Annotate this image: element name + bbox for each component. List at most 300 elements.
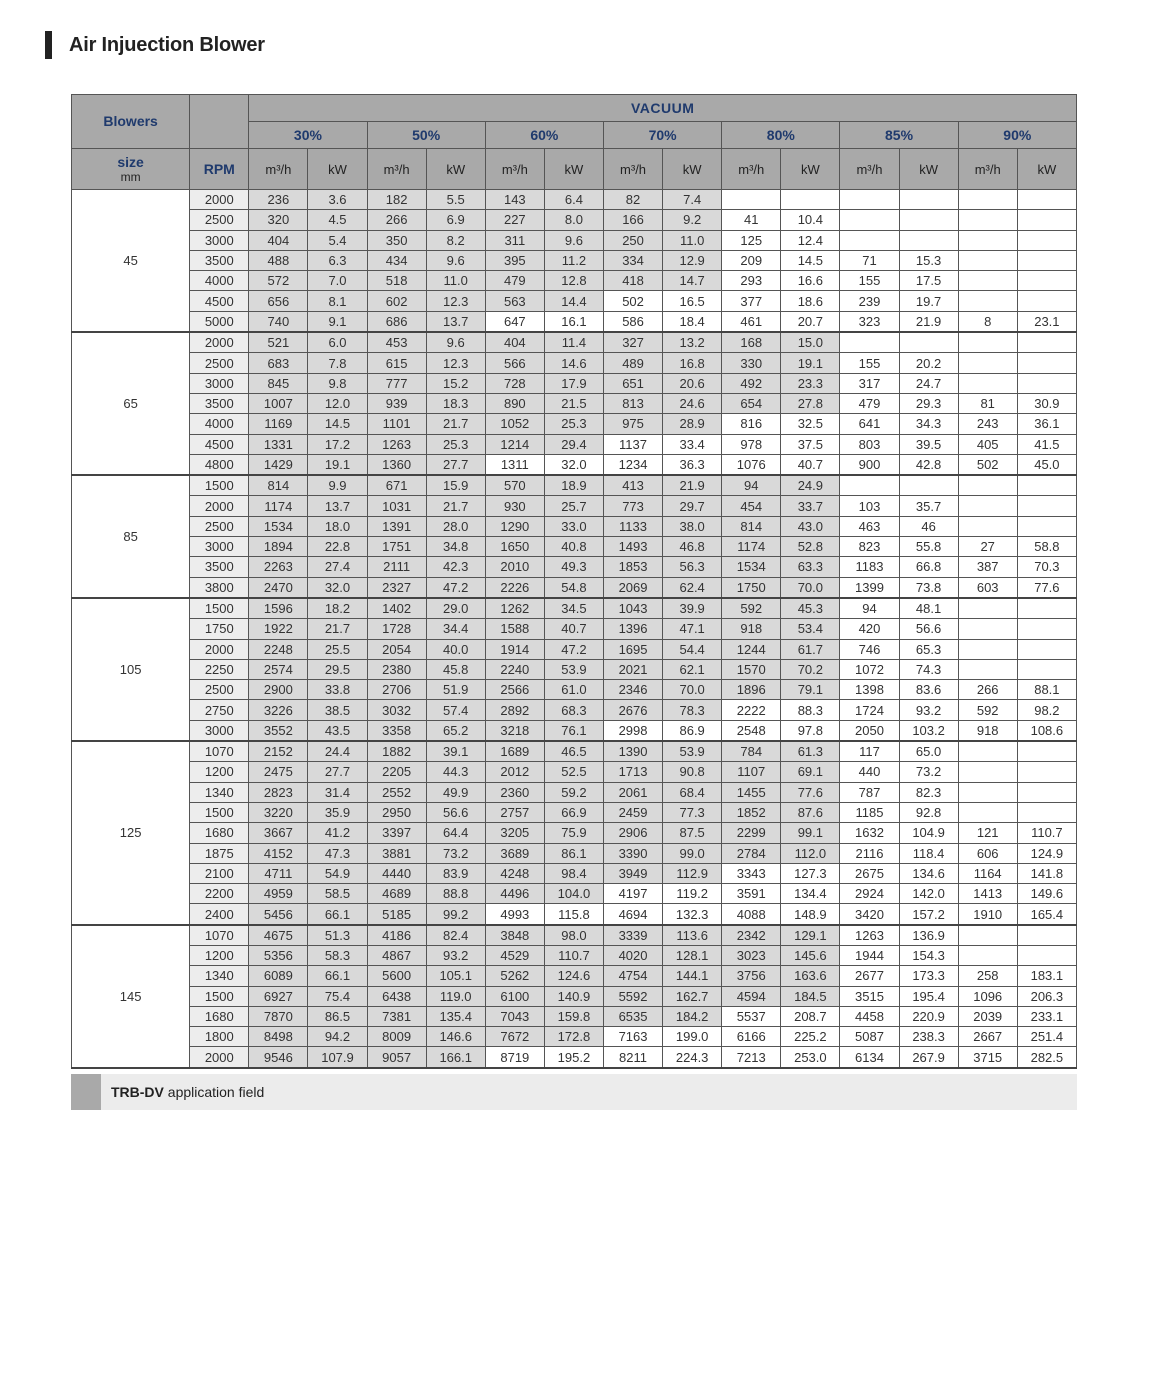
flow-cell: 488 <box>249 250 308 270</box>
flow-cell: 413 <box>603 475 662 496</box>
power-cell: 12.4 <box>781 230 840 250</box>
power-cell: 98.2 <box>1017 700 1076 720</box>
power-cell: 113.6 <box>663 925 722 946</box>
flow-cell: 2459 <box>603 802 662 822</box>
flow-cell: 586 <box>603 311 662 332</box>
power-cell: 38.0 <box>663 516 722 536</box>
flow-cell <box>958 945 1017 965</box>
power-cell: 66.1 <box>308 904 367 925</box>
power-cell: 36.1 <box>1017 414 1076 434</box>
power-cell: 34.5 <box>544 598 603 619</box>
power-cell: 199.0 <box>663 1027 722 1047</box>
power-cell: 42.3 <box>426 557 485 577</box>
power-cell: 18.4 <box>663 311 722 332</box>
power-cell: 144.1 <box>663 966 722 986</box>
flow-cell: 2675 <box>840 863 899 883</box>
flow-cell: 1914 <box>485 639 544 659</box>
power-cell: 86.1 <box>544 843 603 863</box>
performance-table-wrapper <box>71 94 1077 1069</box>
flow-cell: 1570 <box>722 659 781 679</box>
flow-cell: 387 <box>958 557 1017 577</box>
rpm-cell: 3500 <box>190 393 249 413</box>
power-cell: 21.7 <box>426 496 485 516</box>
power-cell <box>1017 802 1076 822</box>
power-cell: 39.9 <box>663 598 722 619</box>
flow-cell: 3552 <box>249 720 308 741</box>
table-row <box>72 271 1077 291</box>
flow-cell: 209 <box>722 250 781 270</box>
flow-cell: 4694 <box>603 904 662 925</box>
power-cell: 183.1 <box>1017 966 1076 986</box>
power-cell: 86.5 <box>308 1006 367 1026</box>
flow-cell: 3667 <box>249 823 308 843</box>
flow-cell: 4867 <box>367 945 426 965</box>
power-cell: 18.6 <box>781 291 840 311</box>
flow-cell: 1894 <box>249 537 308 557</box>
flow-cell: 479 <box>485 271 544 291</box>
flow-cell: 2039 <box>958 1006 1017 1026</box>
flow-cell: 6100 <box>485 986 544 1006</box>
power-cell <box>1017 271 1076 291</box>
flow-cell: 2380 <box>367 659 426 679</box>
flow-cell: 227 <box>485 210 544 230</box>
header-flow-unit: m³/h <box>485 149 544 190</box>
flow-cell: 41 <box>722 210 781 230</box>
power-cell: 27.7 <box>308 762 367 782</box>
rpm-cell: 2100 <box>190 863 249 883</box>
blower-size-cell: 65 <box>72 332 190 475</box>
power-cell: 16.6 <box>781 271 840 291</box>
power-cell: 124.6 <box>544 966 603 986</box>
flow-cell: 2012 <box>485 762 544 782</box>
flow-cell: 2342 <box>722 925 781 946</box>
power-cell: 24.9 <box>781 475 840 496</box>
header-power-unit: kW <box>663 149 722 190</box>
power-cell: 59.2 <box>544 782 603 802</box>
flow-cell: 1234 <box>603 454 662 475</box>
power-cell: 118.4 <box>899 843 958 863</box>
power-cell: 14.5 <box>781 250 840 270</box>
legend-text: application field <box>163 1084 265 1100</box>
flow-cell: 2475 <box>249 762 308 782</box>
flow-cell: 395 <box>485 250 544 270</box>
flow-cell: 1174 <box>722 537 781 557</box>
flow-cell: 7870 <box>249 1006 308 1026</box>
power-cell: 3.6 <box>308 190 367 210</box>
flow-cell: 2248 <box>249 639 308 659</box>
power-cell: 34.8 <box>426 537 485 557</box>
flow-cell <box>722 190 781 210</box>
power-cell: 6.4 <box>544 190 603 210</box>
power-cell: 94.2 <box>308 1027 367 1047</box>
power-cell: 98.0 <box>544 925 603 946</box>
power-cell: 29.4 <box>544 434 603 454</box>
flow-cell: 7381 <box>367 1006 426 1026</box>
flow-cell: 890 <box>485 393 544 413</box>
power-cell: 69.1 <box>781 762 840 782</box>
flow-cell: 5600 <box>367 966 426 986</box>
table-row <box>72 393 1077 413</box>
flow-cell: 4675 <box>249 925 308 946</box>
power-cell: 16.8 <box>663 353 722 373</box>
flow-cell: 7213 <box>722 1047 781 1068</box>
flow-cell <box>958 659 1017 679</box>
rpm-cell: 3500 <box>190 250 249 270</box>
power-cell: 23.3 <box>781 373 840 393</box>
power-cell: 12.9 <box>663 250 722 270</box>
flow-cell: 3756 <box>722 966 781 986</box>
power-cell: 32.5 <box>781 414 840 434</box>
header-level: 90% <box>958 122 1076 149</box>
power-cell: 48.1 <box>899 598 958 619</box>
power-cell <box>1017 741 1076 762</box>
flow-cell: 5185 <box>367 904 426 925</box>
table-row <box>72 332 1077 353</box>
power-cell <box>899 190 958 210</box>
power-cell: 83.9 <box>426 863 485 883</box>
flow-cell: 3881 <box>367 843 426 863</box>
header-power-unit: kW <box>899 149 958 190</box>
power-cell: 104.0 <box>544 884 603 904</box>
flow-cell: 3848 <box>485 925 544 946</box>
power-cell: 61.3 <box>781 741 840 762</box>
flow-cell: 2061 <box>603 782 662 802</box>
flow-cell: 1076 <box>722 454 781 475</box>
power-cell: 24.6 <box>663 393 722 413</box>
table-row <box>72 925 1077 946</box>
rpm-cell: 1500 <box>190 598 249 619</box>
rpm-cell: 1070 <box>190 925 249 946</box>
flow-cell: 4186 <box>367 925 426 946</box>
power-cell: 68.3 <box>544 700 603 720</box>
flow-cell: 1399 <box>840 577 899 598</box>
power-cell: 34.3 <box>899 414 958 434</box>
flow-cell: 615 <box>367 353 426 373</box>
page-title-block <box>45 31 265 59</box>
table-row <box>72 700 1077 720</box>
power-cell: 11.2 <box>544 250 603 270</box>
power-cell: 206.3 <box>1017 986 1076 1006</box>
rpm-cell: 2400 <box>190 904 249 925</box>
flow-cell: 2050 <box>840 720 899 741</box>
power-cell: 9.6 <box>426 332 485 353</box>
power-cell: 41.2 <box>308 823 367 843</box>
flow-cell: 814 <box>722 516 781 536</box>
flow-cell: 502 <box>958 454 1017 475</box>
power-cell <box>1017 373 1076 393</box>
flow-cell: 1263 <box>367 434 426 454</box>
flow-cell: 1183 <box>840 557 899 577</box>
power-cell: 132.3 <box>663 904 722 925</box>
rpm-cell: 1680 <box>190 823 249 843</box>
power-cell: 88.1 <box>1017 680 1076 700</box>
flow-cell: 1632 <box>840 823 899 843</box>
rpm-cell: 2500 <box>190 680 249 700</box>
power-cell: 13.7 <box>308 496 367 516</box>
power-cell: 56.6 <box>426 802 485 822</box>
header-level: 50% <box>367 122 485 149</box>
flow-cell: 2360 <box>485 782 544 802</box>
flow-cell: 1695 <box>603 639 662 659</box>
table-row <box>72 1006 1077 1026</box>
flow-cell: 683 <box>249 353 308 373</box>
power-cell: 115.8 <box>544 904 603 925</box>
flow-cell: 975 <box>603 414 662 434</box>
table-row <box>72 250 1077 270</box>
power-cell: 148.9 <box>781 904 840 925</box>
power-cell: 56.6 <box>899 619 958 639</box>
power-cell: 4.5 <box>308 210 367 230</box>
power-cell: 8.2 <box>426 230 485 250</box>
flow-cell: 3358 <box>367 720 426 741</box>
power-cell: 29.3 <box>899 393 958 413</box>
rpm-cell: 1340 <box>190 966 249 986</box>
flow-cell <box>958 496 1017 516</box>
power-cell: 97.8 <box>781 720 840 741</box>
flow-cell <box>840 210 899 230</box>
flow-cell: 2667 <box>958 1027 1017 1047</box>
flow-cell: 1164 <box>958 863 1017 883</box>
flow-cell <box>958 230 1017 250</box>
flow-cell: 166 <box>603 210 662 230</box>
flow-cell: 651 <box>603 373 662 393</box>
flow-cell: 239 <box>840 291 899 311</box>
rpm-cell: 2000 <box>190 332 249 353</box>
flow-cell: 4152 <box>249 843 308 863</box>
flow-cell: 1402 <box>367 598 426 619</box>
rpm-cell: 1750 <box>190 619 249 639</box>
power-cell: 68.4 <box>663 782 722 802</box>
power-cell: 9.6 <box>426 250 485 270</box>
flow-cell: 563 <box>485 291 544 311</box>
flow-cell: 1007 <box>249 393 308 413</box>
flow-cell: 5537 <box>722 1006 781 1026</box>
flow-cell: 94 <box>840 598 899 619</box>
power-cell: 136.9 <box>899 925 958 946</box>
flow-cell: 603 <box>958 577 1017 598</box>
power-cell: 40.7 <box>781 454 840 475</box>
power-cell: 93.2 <box>899 700 958 720</box>
flow-cell: 243 <box>958 414 1017 434</box>
header-flow-unit: m³/h <box>249 149 308 190</box>
flow-cell: 518 <box>367 271 426 291</box>
flow-cell: 8719 <box>485 1047 544 1068</box>
power-cell: 105.1 <box>426 966 485 986</box>
rpm-cell: 3000 <box>190 720 249 741</box>
flow-cell: 784 <box>722 741 781 762</box>
flow-cell: 117 <box>840 741 899 762</box>
power-cell: 65.0 <box>899 741 958 762</box>
flow-cell: 1429 <box>249 454 308 475</box>
flow-cell <box>958 619 1017 639</box>
power-cell <box>1017 291 1076 311</box>
flow-cell <box>958 516 1017 536</box>
power-cell: 166.1 <box>426 1047 485 1068</box>
blower-size-cell: 85 <box>72 475 190 598</box>
header-power-unit: kW <box>308 149 367 190</box>
flow-cell: 816 <box>722 414 781 434</box>
power-cell: 10.4 <box>781 210 840 230</box>
flow-cell: 3032 <box>367 700 426 720</box>
flow-cell: 9546 <box>249 1047 308 1068</box>
rpm-cell: 1340 <box>190 782 249 802</box>
power-cell: 17.5 <box>899 271 958 291</box>
power-cell: 79.1 <box>781 680 840 700</box>
rpm-cell: 2000 <box>190 639 249 659</box>
flow-cell: 1944 <box>840 945 899 965</box>
flow-cell <box>840 332 899 353</box>
flow-cell: 1052 <box>485 414 544 434</box>
performance-table <box>71 94 1077 1069</box>
power-cell: 110.7 <box>544 945 603 965</box>
flow-cell <box>958 782 1017 802</box>
flow-cell: 4496 <box>485 884 544 904</box>
flow-cell: 521 <box>249 332 308 353</box>
legend-model: TRB-DV <box>111 1084 164 1100</box>
blower-size-cell: 105 <box>72 598 190 741</box>
power-cell: 43.0 <box>781 516 840 536</box>
power-cell: 57.4 <box>426 700 485 720</box>
flow-cell: 1031 <box>367 496 426 516</box>
rpm-cell: 4500 <box>190 434 249 454</box>
power-cell: 35.9 <box>308 802 367 822</box>
flow-cell: 4711 <box>249 863 308 883</box>
power-cell: 21.7 <box>308 619 367 639</box>
flow-cell: 8498 <box>249 1027 308 1047</box>
flow-cell: 2116 <box>840 843 899 863</box>
flow-cell <box>958 925 1017 946</box>
table-row <box>72 741 1077 762</box>
table-row <box>72 537 1077 557</box>
flow-cell: 293 <box>722 271 781 291</box>
power-cell: 6.0 <box>308 332 367 353</box>
flow-cell: 2998 <box>603 720 662 741</box>
flow-cell <box>840 190 899 210</box>
power-cell: 7.0 <box>308 271 367 291</box>
flow-cell: 566 <box>485 353 544 373</box>
header-size-unit: mm <box>120 170 141 184</box>
flow-cell: 1096 <box>958 986 1017 1006</box>
flow-cell: 4594 <box>722 986 781 1006</box>
rpm-cell: 2000 <box>190 1047 249 1068</box>
power-cell: 12.3 <box>426 291 485 311</box>
flow-cell: 6535 <box>603 1006 662 1026</box>
flow-cell <box>840 475 899 496</box>
flow-cell: 740 <box>249 311 308 332</box>
flow-cell: 323 <box>840 311 899 332</box>
rpm-cell: 3800 <box>190 577 249 598</box>
power-cell: 47.3 <box>308 843 367 863</box>
flow-cell: 454 <box>722 496 781 516</box>
flow-cell: 4529 <box>485 945 544 965</box>
rpm-cell: 1200 <box>190 945 249 965</box>
flow-cell: 404 <box>485 332 544 353</box>
header-row-units <box>72 149 1077 190</box>
power-cell: 40.8 <box>544 537 603 557</box>
rpm-cell: 4000 <box>190 271 249 291</box>
power-cell: 88.3 <box>781 700 840 720</box>
flow-cell: 570 <box>485 475 544 496</box>
flow-cell <box>958 291 1017 311</box>
power-cell: 27.7 <box>426 454 485 475</box>
header-flow-unit: m³/h <box>722 149 781 190</box>
flow-cell: 1853 <box>603 557 662 577</box>
flow-cell: 2205 <box>367 762 426 782</box>
flow-cell <box>958 332 1017 353</box>
flow-cell: 3591 <box>722 884 781 904</box>
flow-cell: 4088 <box>722 904 781 925</box>
power-cell: 49.9 <box>426 782 485 802</box>
flow-cell: 2924 <box>840 884 899 904</box>
flow-cell: 3390 <box>603 843 662 863</box>
table-row <box>72 577 1077 598</box>
flow-cell: 143 <box>485 190 544 210</box>
flow-cell <box>958 271 1017 291</box>
flow-cell: 2346 <box>603 680 662 700</box>
power-cell <box>1017 782 1076 802</box>
power-cell: 267.9 <box>899 1047 958 1068</box>
power-cell: 46.5 <box>544 741 603 762</box>
flow-cell: 978 <box>722 434 781 454</box>
flow-cell: 420 <box>840 619 899 639</box>
table-row <box>72 291 1077 311</box>
flow-cell: 3339 <box>603 925 662 946</box>
power-cell: 87.6 <box>781 802 840 822</box>
flow-cell: 686 <box>367 311 426 332</box>
power-cell: 141.8 <box>1017 863 1076 883</box>
flow-cell: 266 <box>958 680 1017 700</box>
rpm-cell: 2500 <box>190 353 249 373</box>
flow-cell: 3205 <box>485 823 544 843</box>
power-cell <box>1017 332 1076 353</box>
power-cell: 142.0 <box>899 884 958 904</box>
table-row <box>72 454 1077 475</box>
power-cell: 53.9 <box>663 741 722 762</box>
flow-cell: 1534 <box>249 516 308 536</box>
flow-cell: 3220 <box>249 802 308 822</box>
power-cell: 47.1 <box>663 619 722 639</box>
power-cell: 34.4 <box>426 619 485 639</box>
power-cell: 9.9 <box>308 475 367 496</box>
flow-cell: 1311 <box>485 454 544 475</box>
flow-cell: 3343 <box>722 863 781 883</box>
power-cell: 9.8 <box>308 373 367 393</box>
power-cell: 49.3 <box>544 557 603 577</box>
power-cell: 104.9 <box>899 823 958 843</box>
power-cell: 99.1 <box>781 823 840 843</box>
power-cell: 127.3 <box>781 863 840 883</box>
power-cell: 162.7 <box>663 986 722 1006</box>
power-cell: 33.7 <box>781 496 840 516</box>
header-rpm-spacer <box>190 95 249 149</box>
flow-cell: 777 <box>367 373 426 393</box>
flow-cell <box>958 373 1017 393</box>
power-cell: 173.3 <box>899 966 958 986</box>
flow-cell: 81 <box>958 393 1017 413</box>
power-cell: 86.9 <box>663 720 722 741</box>
flow-cell: 4754 <box>603 966 662 986</box>
rpm-cell: 1800 <box>190 1027 249 1047</box>
power-cell: 21.9 <box>663 475 722 496</box>
flow-cell <box>958 802 1017 822</box>
flow-cell: 1107 <box>722 762 781 782</box>
flow-cell <box>958 639 1017 659</box>
power-cell: 90.8 <box>663 762 722 782</box>
power-cell: 70.2 <box>781 659 840 679</box>
flow-cell: 103 <box>840 496 899 516</box>
flow-cell: 1072 <box>840 659 899 679</box>
flow-cell: 1413 <box>958 884 1017 904</box>
